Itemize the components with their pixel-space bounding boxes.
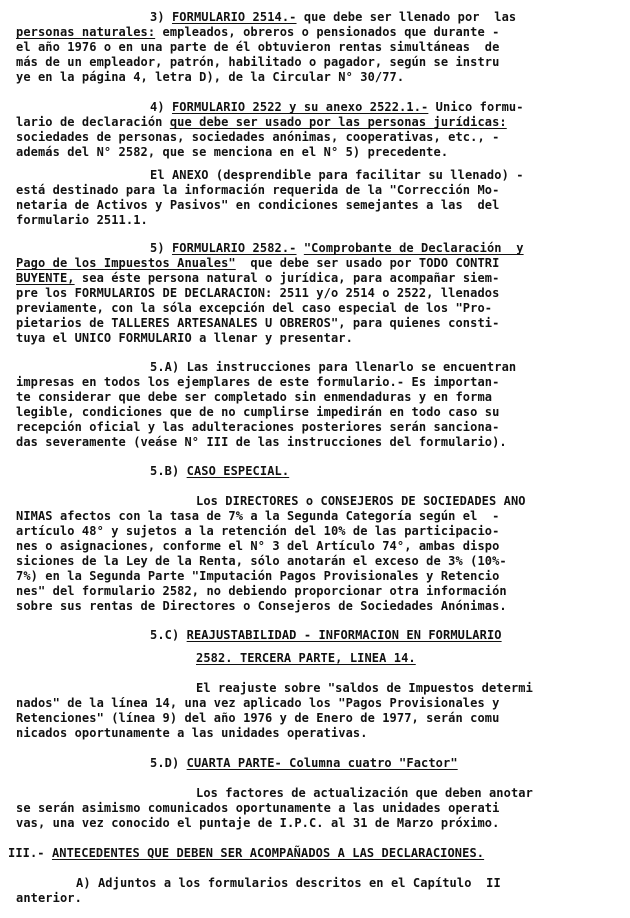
s5c-title-1: REAJUSTABILIDAD - INFORMACION EN FORMULARIO [186, 628, 502, 642]
s3roman-line-1: A) Adjuntos a los formularios descritos en el Capítulo II [76, 876, 501, 890]
s5-line-3: BUYENTE, sea éste persona natural o jurídica, para acompañar siem- [16, 271, 500, 285]
s3roman-title: ANTECEDENTES QUE DEBEN SER ACOMPAÑADOS A LAS DECLARACIONES. [51, 846, 485, 860]
s3-line-2: personas naturales: empleados, obreros o pensionados que durante - [16, 25, 500, 39]
s5d-line-2: se serán asimismo comunicados oportunamente a las unidades operati [16, 801, 500, 815]
s4-line-4: además del N° 2582, que se menciona en el N° 5) precedente. [16, 145, 449, 159]
s5-underlined-3: BUYENTE, [16, 271, 75, 285]
s5a-line-1: 5.A) Las instrucciones para llenarlo se encuentran [150, 360, 517, 374]
s5c-line-1: El reajuste sobre "saldos de Impuestos determi [196, 681, 533, 695]
s5b-heading: 5.B) CASO ESPECIAL. [150, 464, 290, 478]
s5-line-1: 5) FORMULARIO 2582.- "Comprobante de Declaración y [150, 241, 524, 255]
s3-underlined: personas naturales: [16, 25, 156, 39]
s5-quote: "Comprobante de Declaración y [303, 241, 524, 255]
s5-line-6: pietarios de TALLERES ARTESANALES U OBREROS", para quienes consti- [16, 316, 500, 330]
s3-line-4: más de un empleador, patrón, habilitado o pagador, según se instru [16, 55, 500, 69]
s5c-heading-2 [196, 651, 416, 666]
s3-title: FORMULARIO 2514.- [171, 10, 297, 24]
s4-line-8: formulario 2511.1. [16, 213, 148, 227]
s5b-line-3: artículo 48° y sujetos a la retención del 10% de las participacio- [16, 524, 500, 538]
s5-line-5: previamente, con la sóla excepción del caso especial de los "Pro- [16, 301, 493, 315]
s5c-line-4: nicados oportunamente a las unidades operativas. [16, 726, 368, 740]
s4-line-6: está destinado para la información requerida de la "Corrección Mo- [16, 183, 500, 197]
s5b-title: CASO ESPECIAL. [186, 464, 290, 478]
s5b-line-2: NIMAS afectos con la tasa de 7% a la Segunda Categoría según el - [16, 509, 500, 523]
s4-line-3: sociedades de personas, sociedades anónimas, cooperativas, etc., - [16, 130, 500, 144]
s5-line-7: tuya el UNICO FORMULARIO a llenar y presentar. [16, 331, 353, 345]
s5a-line-6: das severamente (veáse N° III de las instrucciones del formulario). [16, 435, 507, 449]
s5c-title-2: 2582. TERCERA PARTE, LINEA 14. [196, 651, 416, 665]
s5c-heading-1: 5.C) REAJUSTABILIDAD - INFORMACION EN FORMULARIO [150, 628, 502, 642]
s4-line-2: lario de declaración que debe ser usado por las personas jurídicas: [16, 115, 507, 129]
s5d-line-3: vas, una vez conocido el puntaje de I.P.C. al 31 de Marzo próximo. [16, 816, 500, 830]
s5d-title: CUARTA PARTE- Columna cuatro "Factor" [186, 756, 458, 770]
s5a-line-4: legible, condiciones que de no cumplirse impedirán en todo caso su [16, 405, 500, 419]
s5-underlined-2: Pago de los Impuestos Anuales" [16, 256, 236, 270]
s5c-line-2: nados" de la línea 14, una vez aplicado los "Pagos Provisionales y [16, 696, 500, 710]
s3roman-line-2: anterior. [16, 891, 82, 905]
s3roman-heading: III.- ANTECEDENTES QUE DEBEN SER ACOMPAÑADOS A LAS DECLARACIONES. [8, 846, 485, 860]
s3-line-1: 3) FORMULARIO 2514.- que debe ser llenado por las [150, 10, 517, 24]
s5-line-4: pre los FORMULARIOS DE DECLARACION: 2511 y/o 2514 o 2522, llenados [16, 286, 500, 300]
s4-line-1: 4) FORMULARIO 2522 y su anexo 2522.1.- Unico formu- [150, 100, 524, 114]
s5a-line-5: recepción oficial y las adulteraciones posteriores serán sanciona- [16, 420, 500, 434]
s4-line-7: netaria de Activos y Pasivos" en condiciones semejantes a las del [16, 198, 500, 212]
s4-underlined: que debe ser usado por las personas jurídicas: [169, 115, 507, 129]
s5b-line-5: siciones de la Ley de la Renta, sólo anotarán el exceso de 3% (10%- [16, 554, 507, 568]
s5-title: FORMULARIO 2582.- [171, 241, 297, 255]
s3-line-5: ye en la página 4, letra D), de la Circular N° 30/77. [16, 70, 405, 84]
s5-line-2: Pago de los Impuestos Anuales" que debe ser usado por TODO CONTRI [16, 256, 500, 270]
s5a-line-3: te considerar que debe ser completado sin enmendaduras y en forma [16, 390, 493, 404]
s5b-line-8: sobre sus rentas de Directores o Consejeros de Sociedades Anónimas. [16, 599, 507, 613]
s4-line-5: El ANEXO (desprendible para facilitar su llenado) - [150, 168, 524, 182]
s5b-line-4: nes o asignaciones, conforme el N° 3 del Artículo 74°, ambas dispo [16, 539, 500, 553]
s5d-line-1: Los factores de actualización que deben anotar [196, 786, 533, 800]
s5b-line-6: 7%) en la Segunda Parte "Imputación Pagos Provisionales y Retencio [16, 569, 500, 583]
s5c-line-3: Retenciones" (línea 9) del año 1976 y de Enero de 1977, serán comu [16, 711, 500, 725]
s4-title: FORMULARIO 2522 y su anexo 2522.1.- [171, 100, 429, 114]
s5b-line-1: Los DIRECTORES o CONSEJEROS DE SOCIEDADES ANO [196, 494, 526, 508]
s5d-heading: 5.D) CUARTA PARTE- Columna cuatro "Factor" [150, 756, 458, 770]
s5b-line-7: nes" del formulario 2582, no debiendo proporcionar otra información [16, 584, 507, 598]
s5a-line-2: impresas en todos los ejemplares de este formulario.- Es importan- [16, 375, 500, 389]
s3-line-3: el año 1976 o en una parte de él obtuvieron rentas simultáneas de [16, 40, 500, 54]
